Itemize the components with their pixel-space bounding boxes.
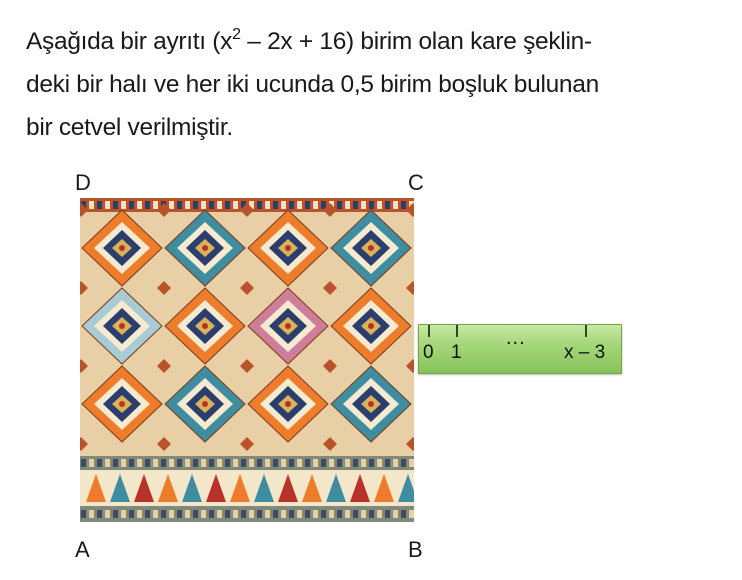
band-motif — [369, 459, 374, 467]
band-motif — [145, 510, 150, 518]
band-motif — [161, 510, 166, 518]
band-motif — [241, 510, 246, 518]
band-motif — [313, 510, 318, 518]
medallion-dot — [202, 401, 208, 407]
corner-label-a: A — [75, 537, 90, 562]
band-motif — [209, 459, 214, 467]
band-motif — [113, 459, 118, 467]
band-motif — [257, 510, 262, 518]
band-motif — [329, 510, 334, 518]
ruler-label-1: 1 — [451, 342, 462, 363]
band-motif — [409, 459, 414, 467]
band-motif — [137, 510, 142, 518]
band-motif — [337, 459, 342, 467]
band-motif — [409, 510, 414, 518]
band-motif — [249, 459, 254, 467]
corner-label-b: B — [408, 537, 423, 562]
border-motif — [233, 201, 238, 209]
band-motif — [321, 510, 326, 518]
border-motif — [257, 201, 262, 209]
medallion-dot — [119, 401, 125, 407]
band-motif — [281, 510, 286, 518]
band-motif — [329, 459, 334, 467]
band-motif — [401, 510, 406, 518]
band-motif — [361, 510, 366, 518]
band-motif — [265, 459, 270, 467]
band-motif — [137, 459, 142, 467]
border-motif — [169, 201, 174, 209]
band-motif — [305, 459, 310, 467]
border-motif — [265, 201, 270, 209]
border-motif — [281, 201, 286, 209]
border-motif — [369, 201, 374, 209]
band-motif — [225, 510, 230, 518]
ruler-tick-end — [585, 325, 587, 337]
border-motif — [353, 201, 358, 209]
medallion-dot — [285, 401, 291, 407]
border-motif — [225, 201, 230, 209]
band-motif — [257, 459, 262, 467]
band-motif — [233, 510, 238, 518]
ruler-label-0: 0 — [423, 342, 434, 363]
ruler-label-end: x – 3 — [564, 342, 606, 363]
medallion-dot — [202, 245, 208, 251]
band-motif — [217, 459, 222, 467]
border-motif — [305, 201, 310, 209]
border-motif — [177, 201, 182, 209]
band-motif — [353, 510, 358, 518]
band-motif — [377, 459, 382, 467]
problem-text — [26, 20, 726, 149]
band-motif — [129, 459, 134, 467]
band-motif — [201, 510, 206, 518]
border-motif — [113, 201, 118, 209]
band-motif — [361, 459, 366, 467]
band-motif — [121, 510, 126, 518]
ruler-tick-1 — [456, 325, 458, 337]
band-motif — [169, 459, 174, 467]
band-motif — [385, 510, 390, 518]
border-motif — [153, 201, 158, 209]
band-motif — [249, 510, 254, 518]
border-motif — [385, 201, 390, 209]
border-motif — [209, 201, 214, 209]
medallion-dot — [119, 245, 125, 251]
band-motif — [81, 459, 86, 467]
band-motif — [401, 459, 406, 467]
band-motif — [353, 459, 358, 467]
band-motif — [297, 459, 302, 467]
border-motif — [97, 201, 102, 209]
band-motif — [289, 510, 294, 518]
band-motif — [89, 510, 94, 518]
problem-line-1 — [26, 20, 726, 63]
problem-line-3: bir cetvel verilmiştir. — [26, 114, 233, 141]
border-motif — [297, 201, 302, 209]
band-motif — [281, 459, 286, 467]
band-motif — [145, 459, 150, 467]
band-motif — [385, 459, 390, 467]
line1-after: – 2x + 16) birim olan kare şeklin- — [240, 28, 592, 55]
border-motif — [185, 201, 190, 209]
border-motif — [201, 201, 206, 209]
border-motif — [345, 201, 350, 209]
corner-label-d: D — [75, 170, 91, 195]
band-motif — [305, 510, 310, 518]
band-motif — [273, 510, 278, 518]
medallion-dot — [285, 245, 291, 251]
band-motif — [185, 510, 190, 518]
band-motif — [177, 510, 182, 518]
border-motif — [337, 201, 342, 209]
band-motif — [193, 510, 198, 518]
band-motif — [105, 510, 110, 518]
problem-line-2: deki bir halı ve her iki ucunda 0,5 birim boşluk bulunan — [26, 71, 599, 98]
band-motif — [153, 510, 158, 518]
border-motif — [377, 201, 382, 209]
band-motif — [289, 459, 294, 467]
band-motif — [97, 510, 102, 518]
medallion-dot — [368, 323, 374, 329]
ruler-label-dots: ... — [506, 327, 526, 349]
band-motif — [321, 459, 326, 467]
band-motif — [105, 459, 110, 467]
band-motif — [241, 459, 246, 467]
band-motif — [209, 510, 214, 518]
medallion-dot — [202, 323, 208, 329]
ruler — [418, 324, 622, 374]
border-motif — [193, 201, 198, 209]
border-motif — [105, 201, 110, 209]
band-motif — [121, 459, 126, 467]
band-motif — [337, 510, 342, 518]
band-motif — [185, 459, 190, 467]
medallion-dot — [368, 245, 374, 251]
band-motif — [201, 459, 206, 467]
carpet-image — [80, 198, 414, 522]
border-motif — [273, 201, 278, 209]
border-motif — [401, 201, 406, 209]
band-motif — [153, 459, 158, 467]
band-motif — [129, 510, 134, 518]
band-motif — [193, 459, 198, 467]
band-motif — [265, 510, 270, 518]
band-motif — [177, 459, 182, 467]
band-motif — [297, 510, 302, 518]
band-motif — [345, 459, 350, 467]
band-motif — [377, 510, 382, 518]
border-motif — [361, 201, 366, 209]
band-motif — [97, 459, 102, 467]
band-motif — [313, 459, 318, 467]
medallion-dot — [285, 323, 291, 329]
border-motif — [129, 201, 134, 209]
border-motif — [121, 201, 126, 209]
border-motif — [137, 201, 142, 209]
medallion-dot — [368, 401, 374, 407]
medallion-dot — [119, 323, 125, 329]
line1-before: Aşağıda bir ayrıtı (x — [26, 28, 233, 55]
carpet-pattern — [80, 198, 414, 522]
border-motif — [145, 201, 150, 209]
band-motif — [345, 510, 350, 518]
border-motif — [89, 201, 94, 209]
corner-label-c: C — [408, 170, 424, 195]
border-motif — [289, 201, 294, 209]
band-motif — [217, 510, 222, 518]
band-motif — [393, 459, 398, 467]
band-motif — [113, 510, 118, 518]
border-motif — [217, 201, 222, 209]
band-motif — [89, 459, 94, 467]
band-motif — [161, 459, 166, 467]
band-motif — [225, 459, 230, 467]
band-motif — [233, 459, 238, 467]
ruler-tick-0 — [428, 325, 430, 337]
border-motif — [313, 201, 318, 209]
band-motif — [81, 510, 86, 518]
band-motif — [273, 459, 278, 467]
band-motif — [393, 510, 398, 518]
exponent: 2 — [232, 26, 241, 43]
band-motif — [369, 510, 374, 518]
border-motif — [393, 201, 398, 209]
band-motif — [169, 510, 174, 518]
